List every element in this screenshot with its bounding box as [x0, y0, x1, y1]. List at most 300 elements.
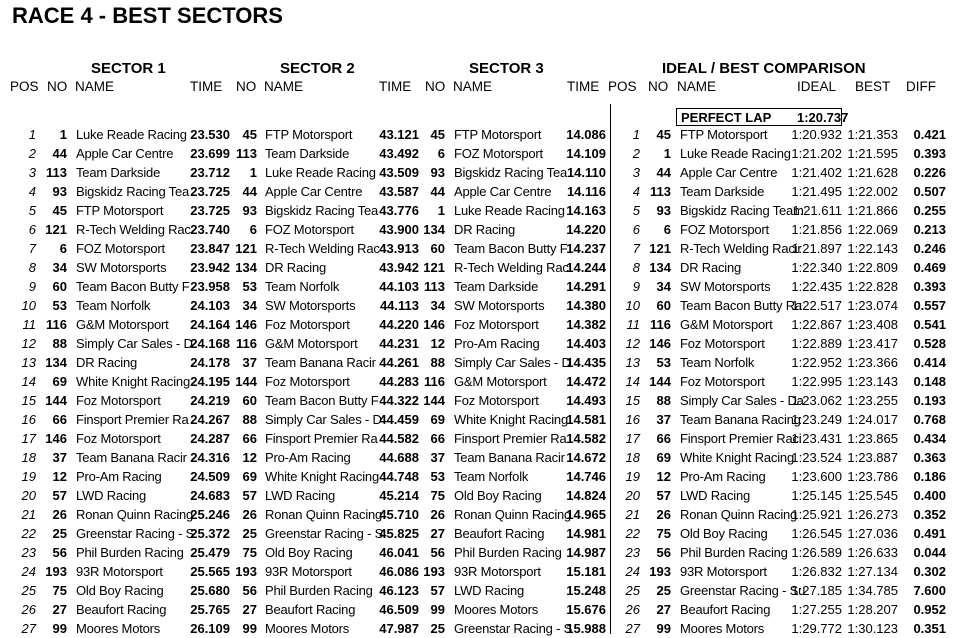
comparison-best: 1:23.143	[847, 374, 898, 389]
comparison-pos: 22	[625, 526, 640, 541]
sector2-name: Moores Motors	[265, 621, 350, 636]
sector3-no: 146	[423, 317, 445, 332]
sector3-time: 14.981	[566, 526, 606, 541]
comparison-name: Team Bacon Butty Ra	[680, 298, 802, 313]
comparison-name: R-Tech Welding Racir	[680, 241, 802, 256]
sector3-no: 88	[430, 355, 445, 370]
sector1-time: 23.847	[190, 241, 230, 256]
comparison-pos: 8	[632, 260, 640, 275]
comparison-name: Team Norfolk	[680, 355, 755, 370]
sector1-name: Team Darkside	[76, 165, 161, 180]
sector2-name: 93R Motorsport	[265, 564, 352, 579]
sector1-name: Bigskidz Racing Tea	[76, 184, 190, 199]
row-pos: 12	[21, 336, 36, 351]
comparison-pos: 18	[625, 450, 640, 465]
sector3-name: Ronan Quinn Racing	[454, 507, 572, 522]
comparison-no: 69	[656, 450, 671, 465]
sector3-time: 14.672	[566, 450, 606, 465]
comparison-best: 1:23.408	[847, 317, 898, 332]
comparison-diff: 0.148	[913, 374, 946, 389]
table-row	[0, 334, 956, 353]
comparison-diff: 0.528	[913, 336, 946, 351]
comparison-ideal: 1:22.867	[791, 317, 842, 332]
sector1-name: FOZ Motorsport	[76, 241, 165, 256]
comparison-pos: 26	[625, 602, 640, 617]
sector2-name: Ronan Quinn Racing	[265, 507, 383, 522]
comparison-pos: 1	[632, 127, 640, 142]
sector1-name: FTP Motorsport	[76, 203, 164, 218]
sector2-name: Team Bacon Butty F	[265, 393, 379, 408]
comparison-diff: 0.186	[913, 469, 946, 484]
comparison-best: 1:22.143	[847, 241, 898, 256]
sector2-time: 47.987	[379, 621, 419, 636]
comparison-diff: 0.414	[913, 355, 946, 370]
sector3-name: Luke Reade Racing	[454, 203, 565, 218]
comparison-ideal: 1:22.435	[791, 279, 842, 294]
comparison-name: Beaufort Racing	[680, 602, 771, 617]
comparison-name: 93R Motorsport	[680, 564, 767, 579]
sector3-no: 116	[424, 374, 445, 389]
comparison-diff: 0.393	[913, 146, 946, 161]
sector1-no: 69	[52, 374, 67, 389]
sector1-no: 75	[52, 583, 67, 598]
sector3-time: 14.746	[566, 469, 606, 484]
comparison-best: 1:21.628	[847, 165, 898, 180]
sector2-name: Foz Motorsport	[265, 317, 350, 332]
col-diff: DIFF	[906, 79, 936, 94]
sector2-name: SW Motorsports	[265, 298, 356, 313]
sector3-time: 14.493	[566, 393, 606, 408]
sector3-no: 37	[430, 450, 445, 465]
row-pos: 14	[21, 374, 36, 389]
sector2-no: 134	[235, 260, 257, 275]
comparison-best: 1:23.417	[847, 336, 898, 351]
comparison-no: 27	[656, 602, 671, 617]
sector2-time: 44.283	[379, 374, 419, 389]
sector3-name: Beaufort Racing	[454, 526, 545, 541]
sector3-name: Team Bacon Butty F	[454, 241, 568, 256]
sector2-no: 121	[235, 241, 257, 256]
sector3-time: 14.582	[566, 431, 606, 446]
sector1-time: 24.168	[190, 336, 230, 351]
sector1-time: 25.246	[190, 507, 230, 522]
comparison-name: Simply Car Sales - Da	[680, 393, 804, 408]
sector2-no: 99	[242, 621, 257, 636]
sector1-no: 66	[52, 412, 67, 427]
sector2-time: 46.086	[379, 564, 419, 579]
sector3-name: Phil Burden Racing	[454, 545, 562, 560]
sector2-time: 44.688	[379, 450, 419, 465]
row-pos: 13	[21, 355, 36, 370]
row-pos: 11	[22, 317, 36, 332]
comparison-ideal: 1:29.772	[791, 621, 842, 636]
comparison-diff: 0.255	[913, 203, 946, 218]
comparison-name: Foz Motorsport	[680, 336, 765, 351]
sector1-no: 25	[52, 526, 67, 541]
row-pos: 27	[21, 621, 36, 636]
comparison-pos: 17	[625, 431, 640, 446]
table-row	[0, 467, 956, 486]
sector2-name: Apple Car Centre	[265, 184, 363, 199]
comparison-ideal: 1:23.524	[791, 450, 842, 465]
sector3-name: Team Norfolk	[454, 469, 529, 484]
comparison-diff: 0.421	[913, 127, 946, 142]
comparison-pos: 10	[625, 298, 640, 313]
sector2-name: White Knight Racing	[265, 469, 379, 484]
sector1-no: 193	[45, 564, 67, 579]
sector3-no: 6	[437, 146, 445, 161]
comparison-pos: 24	[625, 564, 640, 579]
comparison-ideal: 1:21.611	[792, 203, 842, 218]
comparison-name: Old Boy Racing	[680, 526, 768, 541]
sector3-name: Apple Car Centre	[454, 184, 552, 199]
comparison-pos: 13	[625, 355, 640, 370]
comparison-pos: 11	[626, 317, 640, 332]
sector3-no: 93	[430, 165, 445, 180]
comparison-ideal: 1:22.952	[791, 355, 842, 370]
table-row	[0, 277, 956, 296]
col-no: NO	[648, 79, 669, 94]
sector3-name: Moores Motors	[454, 602, 539, 617]
row-pos: 2	[28, 146, 36, 161]
comparison-diff: 0.541	[913, 317, 946, 332]
comparison-ideal: 1:20.932	[791, 127, 842, 142]
sector1-time: 25.565	[190, 564, 230, 579]
comparison-name: DR Racing	[680, 260, 742, 275]
col-name: NAME	[75, 79, 115, 94]
comparison-best: 1:24.017	[847, 412, 898, 427]
sector1-no: 57	[52, 488, 67, 503]
comparison-name: SW Motorsports	[680, 279, 771, 294]
comparison-pos: 2	[632, 146, 640, 161]
comparison-ideal: 1:27.185	[791, 583, 842, 598]
comparison-pos: 14	[625, 374, 640, 389]
comparison-diff: 0.434	[913, 431, 946, 446]
sector2-name: Greenstar Racing - S	[265, 526, 384, 541]
sector1-name: 93R Motorsport	[76, 564, 163, 579]
sector1-no: 1	[59, 127, 67, 142]
sector2-name: Team Banana Racir	[265, 355, 376, 370]
sector-2-header: SECTOR 2	[280, 60, 355, 77]
sector2-time: 44.459	[379, 412, 419, 427]
sector3-no: 75	[430, 488, 445, 503]
table-row	[0, 182, 956, 201]
comparison-ideal: 1:23.600	[791, 469, 842, 484]
sector3-name: FOZ Motorsport	[454, 146, 543, 161]
comparison-name: Phil Burden Racing	[680, 545, 788, 560]
table-row	[0, 220, 956, 239]
col-ideal: IDEAL	[797, 79, 837, 94]
sector2-no: 12	[242, 450, 257, 465]
sector1-no: 113	[46, 165, 67, 180]
comparison-name: Greenstar Racing - Su	[680, 583, 806, 598]
sector1-no: 27	[52, 602, 67, 617]
comparison-name: Apple Car Centre	[680, 165, 778, 180]
sector1-time: 25.479	[190, 545, 230, 560]
comparison-diff: 0.246	[913, 241, 946, 256]
sector1-name: G&M Motorsport	[76, 317, 169, 332]
sector1-name: Foz Motorsport	[76, 431, 161, 446]
table-row	[0, 429, 956, 448]
sector3-time: 15.248	[566, 583, 606, 598]
sector3-no: 26	[430, 507, 445, 522]
sector-3-header: SECTOR 3	[469, 60, 544, 77]
sector3-time: 14.291	[566, 279, 606, 294]
col-best: BEST	[855, 79, 891, 94]
sector1-no: 45	[52, 203, 67, 218]
row-pos: 5	[28, 203, 36, 218]
sector3-name: R-Tech Welding Rac	[454, 260, 569, 275]
col-pos: POS	[608, 79, 637, 94]
col-time: TIME	[379, 79, 412, 94]
sector1-name: DR Racing	[76, 355, 138, 370]
sector1-time: 23.740	[190, 222, 230, 237]
comparison-best: 1:30.123	[847, 621, 898, 636]
sector1-time: 23.530	[190, 127, 230, 142]
table-row	[0, 486, 956, 505]
sector3-time: 14.244	[566, 260, 606, 275]
sector2-name: LWD Racing	[265, 488, 336, 503]
comparison-diff: 0.226	[913, 165, 946, 180]
comparison-no: 193	[649, 564, 671, 579]
page-title: RACE 4 - BEST SECTORS	[12, 3, 283, 28]
sector3-no: 25	[430, 621, 445, 636]
sector1-name: Foz Motorsport	[76, 393, 161, 408]
sector1-name: Luke Reade Racing	[76, 127, 187, 142]
comparison-no: 116	[650, 317, 671, 332]
sector3-time: 14.435	[566, 355, 606, 370]
comparison-ideal: 1:25.145	[791, 488, 842, 503]
sector1-no: 99	[52, 621, 67, 636]
comparison-no: 57	[656, 488, 671, 503]
table-row	[0, 296, 956, 315]
comparison-pos: 25	[625, 583, 640, 598]
comparison-diff: 0.193	[913, 393, 946, 408]
comparison-ideal: 1:22.340	[791, 260, 842, 275]
sector2-time: 43.900	[379, 222, 419, 237]
comparison-ideal: 1:22.889	[791, 336, 842, 351]
row-pos: 7	[28, 241, 36, 256]
row-pos: 24	[21, 564, 36, 579]
sector3-name: White Knight Racing	[454, 412, 568, 427]
comparison-ideal: 1:26.832	[791, 564, 842, 579]
sector2-name: Simply Car Sales - D	[265, 412, 382, 427]
sector2-time: 43.776	[379, 203, 419, 218]
comparison-no: 34	[656, 279, 671, 294]
sector3-no: 34	[430, 298, 445, 313]
row-pos: 22	[21, 526, 36, 541]
comparison-ideal: 1:23.249	[791, 412, 842, 427]
table-row	[0, 353, 956, 372]
comparison-best: 1:21.595	[847, 146, 898, 161]
sector1-time: 24.287	[190, 431, 230, 446]
row-pos: 3	[28, 165, 36, 180]
row-pos: 23	[21, 545, 36, 560]
sector3-no: 144	[423, 393, 445, 408]
comparison-pos: 5	[632, 203, 640, 218]
comparison-ideal: 1:21.856	[791, 222, 842, 237]
comparison-best: 1:28.207	[847, 602, 898, 617]
sector3-no: 27	[430, 526, 445, 541]
comparison-best: 1:22.069	[847, 222, 898, 237]
row-pos: 21	[21, 507, 36, 522]
comparison-name: Luke Reade Racing	[680, 146, 791, 161]
comparison-no: 60	[656, 298, 671, 313]
sector1-time: 24.219	[190, 393, 230, 408]
comparison-diff: 0.557	[913, 298, 946, 313]
sector2-name: FTP Motorsport	[265, 127, 353, 142]
sector3-name: SW Motorsports	[454, 298, 545, 313]
comparison-pos: 16	[625, 412, 640, 427]
sector3-no: 121	[423, 260, 445, 275]
comparison-diff: 0.768	[913, 412, 946, 427]
comparison-name: Moores Motors	[680, 621, 765, 636]
sector1-name: Pro-Am Racing	[76, 469, 162, 484]
sector2-time: 45.710	[379, 507, 419, 522]
comparison-diff: 0.400	[913, 488, 946, 503]
sector1-name: SW Motorsports	[76, 260, 167, 275]
perfect-lap-box	[676, 108, 849, 126]
sector1-time: 25.765	[190, 602, 230, 617]
sector1-no: 93	[52, 184, 67, 199]
sector2-time: 46.123	[379, 583, 419, 598]
comparison-diff: 0.302	[913, 564, 946, 579]
comparison-pos: 6	[632, 222, 640, 237]
comparison-best: 1:23.366	[847, 355, 898, 370]
row-pos: 1	[28, 127, 36, 142]
sector2-no: 88	[242, 412, 257, 427]
comparison-name: FTP Motorsport	[680, 127, 768, 142]
col-no: NO	[425, 79, 446, 94]
comparison-best: 1:26.273	[847, 507, 898, 522]
comparison-diff: 0.351	[913, 621, 946, 636]
table-row	[0, 619, 956, 638]
row-pos: 16	[21, 412, 36, 427]
sector1-time: 23.725	[190, 203, 230, 218]
row-pos: 4	[28, 184, 36, 199]
comparison-diff: 0.352	[913, 507, 946, 522]
sector2-time: 45.214	[379, 488, 419, 503]
sector3-time: 14.965	[566, 507, 606, 522]
sector3-time: 14.403	[566, 336, 606, 351]
comparison-diff: 0.952	[913, 602, 946, 617]
sector3-no: 53	[430, 469, 445, 484]
comparison-diff: 0.363	[913, 450, 946, 465]
comparison-no: 44	[656, 165, 671, 180]
row-pos: 19	[21, 469, 36, 484]
sector1-no: 60	[52, 279, 67, 294]
sector3-time: 14.109	[566, 146, 606, 161]
sector3-no: 57	[430, 583, 445, 598]
comparison-ideal: 1:23.062	[791, 393, 842, 408]
comparison-no: 6	[663, 222, 671, 237]
comparison-diff: 0.213	[913, 222, 946, 237]
table-row	[0, 505, 956, 524]
comparison-diff: 7.600	[913, 583, 946, 598]
sector2-time: 44.261	[379, 355, 419, 370]
table-row	[0, 125, 956, 144]
sector1-name: Apple Car Centre	[76, 146, 174, 161]
sector1-time: 24.195	[190, 374, 230, 389]
sector2-time: 43.942	[379, 260, 419, 275]
sector3-no: 45	[430, 127, 445, 142]
comparison-ideal: 1:22.517	[791, 298, 842, 313]
sector2-no: 146	[235, 317, 257, 332]
table-row	[0, 581, 956, 600]
sector2-no: 25	[242, 526, 257, 541]
comparison-no: 134	[649, 260, 671, 275]
sector3-time: 14.086	[566, 127, 606, 142]
sector1-time: 23.699	[190, 146, 230, 161]
comparison-best: 1:21.353	[847, 127, 898, 142]
sector1-name: Team Norfolk	[76, 298, 151, 313]
row-pos: 26	[21, 602, 36, 617]
sector3-name: LWD Racing	[454, 583, 525, 598]
comparison-ideal: 1:21.897	[791, 241, 842, 256]
sector2-time: 44.322	[379, 393, 419, 408]
table-row	[0, 201, 956, 220]
comparison-name: Ronan Quinn Racing	[680, 507, 798, 522]
sector1-time: 23.725	[190, 184, 230, 199]
sector2-no: 57	[242, 488, 257, 503]
comparison-no: 53	[656, 355, 671, 370]
sector2-name: DR Racing	[265, 260, 327, 275]
sector3-no: 44	[430, 184, 445, 199]
sector1-time: 24.178	[190, 355, 230, 370]
sector1-name: Simply Car Sales - D	[76, 336, 193, 351]
col-name: NAME	[453, 79, 493, 94]
sector1-time: 24.267	[190, 412, 230, 427]
sector1-name: Team Bacon Butty F	[76, 279, 190, 294]
sector1-no: 56	[52, 545, 67, 560]
comparison-no: 144	[649, 374, 671, 389]
comparison-no: 75	[656, 526, 671, 541]
perfect-lap-time: 1:20.737	[797, 110, 849, 125]
row-pos: 10	[21, 298, 36, 313]
comparison-name: Pro-Am Racing	[680, 469, 766, 484]
col-no: NO	[236, 79, 257, 94]
sector1-name: R-Tech Welding Rac	[76, 222, 191, 237]
sector3-no: 56	[430, 545, 445, 560]
sector2-no: 56	[242, 583, 257, 598]
sector3-name: DR Racing	[454, 222, 516, 237]
comparison-best: 1:22.002	[847, 184, 898, 199]
row-pos: 20	[21, 488, 36, 503]
sector2-time: 45.825	[379, 526, 419, 541]
sector3-no: 12	[430, 336, 445, 351]
comparison-name: FOZ Motorsport	[680, 222, 769, 237]
col-name: NAME	[677, 79, 717, 94]
sector3-no: 1	[437, 203, 445, 218]
sector2-name: R-Tech Welding Rac	[265, 241, 380, 256]
sector2-no: 93	[242, 203, 257, 218]
sector1-name: Greenstar Racing - S	[76, 526, 195, 541]
table-row	[0, 315, 956, 334]
sector2-no: 6	[249, 222, 257, 237]
sector3-name: Bigskidz Racing Tea	[454, 165, 568, 180]
row-pos: 6	[28, 222, 36, 237]
comparison-diff: 0.469	[913, 260, 946, 275]
table-row	[0, 258, 956, 277]
sector3-time: 14.380	[566, 298, 606, 313]
comparison-pos: 7	[632, 241, 640, 256]
sector2-time: 44.103	[379, 279, 419, 294]
row-pos: 17	[21, 431, 36, 446]
comparison-best: 1:23.074	[847, 298, 898, 313]
sector1-name: Ronan Quinn Racing	[76, 507, 194, 522]
sector1-no: 53	[52, 298, 67, 313]
comparison-name: Bigskidz Racing Team	[680, 203, 804, 218]
